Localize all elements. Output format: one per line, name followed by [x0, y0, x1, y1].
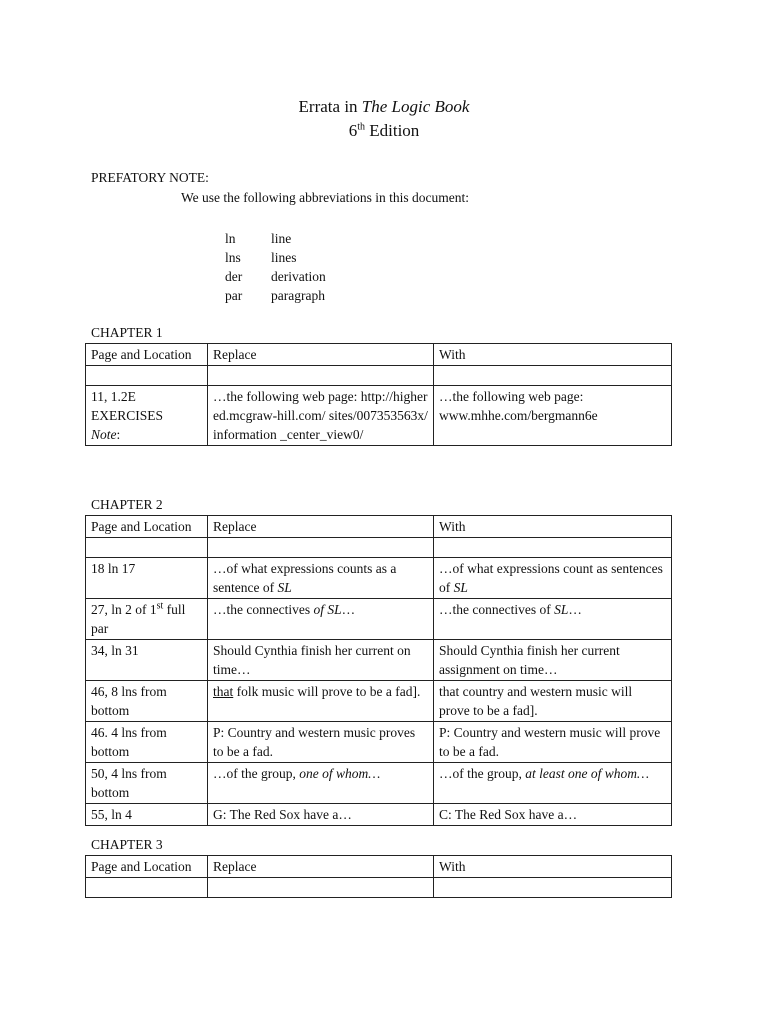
cell-with: Should Cynthia finish her current assignment on time… [434, 640, 672, 681]
cell-replace [208, 763, 434, 804]
cell-text: : [116, 427, 121, 442]
cell-italic: of SL [313, 602, 342, 617]
cell-page-location: 46. 4 lns from bottom [86, 722, 208, 763]
cell-with: that country and western music will prove to be a fad]. [434, 681, 672, 722]
header-with: With [434, 516, 672, 538]
cell-page-location: 18 ln 17 [86, 558, 208, 599]
table-row [86, 599, 672, 640]
chapter-1-table [85, 343, 672, 446]
document-title [0, 96, 768, 118]
cell-replace: Should Cynthia finish her current on time… [208, 640, 434, 681]
abbreviation-meaning: paragraph [271, 288, 325, 303]
cell-replace: …the following web page: http://highered.mcgraw-hill.com/ sites/007353563x/information _center_view0/ [208, 386, 434, 446]
cell-text: folk music will prove to be a fad]. [233, 684, 421, 699]
edition-word: Edition [364, 121, 420, 140]
prefatory-text: We use the following abbreviations in this document: [181, 190, 469, 205]
table-row [86, 804, 672, 826]
table-row [86, 538, 672, 558]
cell-replace: G: The Red Sox have a… [208, 804, 434, 826]
chapter-1-heading: CHAPTER 1 [91, 325, 163, 340]
cell-text: full par [91, 602, 186, 636]
chapter-2-heading: CHAPTER 2 [91, 497, 163, 512]
cell-replace [208, 558, 434, 599]
edition-number: 6 [348, 121, 358, 140]
abbreviation-row [225, 267, 326, 286]
cell-with [434, 763, 672, 804]
table-header-row [86, 344, 672, 366]
abbreviation-meaning: lines [271, 250, 297, 265]
table-row [86, 386, 672, 446]
cell-text: …the connectives of [439, 602, 555, 617]
cell-text: 27, ln 2 of 1 [91, 602, 157, 617]
cell-replace: P: Country and western music proves to be a fad. [208, 722, 434, 763]
cell-with: …the following web page: www.mhhe.com/bergmann6e [434, 386, 672, 446]
cell-with: C: The Red Sox have a… [434, 804, 672, 826]
cell-italic: at least one of whom… [525, 766, 649, 781]
cell-replace [208, 681, 434, 722]
prefatory-label: PREFATORY NOTE: [91, 170, 209, 185]
cell-italic: SL [277, 580, 292, 595]
abbreviation-row [225, 286, 325, 305]
table-row [86, 763, 672, 804]
table-row [86, 681, 672, 722]
chapter-3-table [85, 855, 672, 898]
cell-page-location: 46, 8 lns from bottom [86, 681, 208, 722]
cell-page-location: 55, ln 4 [86, 804, 208, 826]
cell-italic: Note [91, 427, 117, 442]
abbreviation: lns [225, 250, 241, 265]
table-row [86, 366, 672, 386]
cell-italic: one of whom… [299, 766, 381, 781]
abbreviation-row [225, 248, 297, 267]
abbreviation: par [225, 288, 243, 303]
header-replace: Replace [208, 344, 434, 366]
cell-italic: SL [554, 602, 569, 617]
header-replace: Replace [208, 516, 434, 538]
cell-page-location [86, 599, 208, 640]
table-row [86, 640, 672, 681]
header-page-location: Page and Location [86, 344, 208, 366]
cell-text: … [341, 602, 356, 617]
abbreviation-meaning: derivation [271, 269, 326, 284]
chapter-3-heading: CHAPTER 3 [91, 837, 163, 852]
cell-text: …of the group, [213, 766, 300, 781]
cell-text: 11, 1.2E EXERCISES [91, 389, 164, 423]
abbreviation: der [225, 269, 243, 284]
table-header-row [86, 516, 672, 538]
header-page-location: Page and Location [86, 856, 208, 878]
header-with: With [434, 856, 672, 878]
cell-text: …the connectives [213, 602, 314, 617]
cell-replace [208, 599, 434, 640]
book-title: The Logic Book [361, 97, 470, 116]
cell-sup: st [156, 600, 164, 612]
cell-page-location [86, 386, 208, 446]
edition-line [0, 120, 768, 142]
cell-text: …of what expressions counts as a sentence of [213, 561, 397, 595]
cell-page-location: 50, 4 lns from bottom [86, 763, 208, 804]
table-header-row [86, 856, 672, 878]
abbreviation-row [225, 229, 291, 248]
chapter-2-table [85, 515, 672, 826]
cell-text: …of what expressions count as sentences of [439, 561, 663, 595]
header-replace: Replace [208, 856, 434, 878]
table-row [86, 558, 672, 599]
cell-with: P: Country and western music will prove to be a fad. [434, 722, 672, 763]
table-row [86, 878, 672, 898]
cell-underline: that [213, 684, 234, 699]
cell-text: … [568, 602, 582, 617]
cell-with [434, 599, 672, 640]
cell-page-location: 34, ln 31 [86, 640, 208, 681]
header-with: With [434, 344, 672, 366]
header-page-location: Page and Location [86, 516, 208, 538]
cell-italic: SL [453, 580, 468, 595]
abbreviation-meaning: line [271, 231, 292, 246]
abbreviation: ln [225, 231, 236, 246]
edition-suffix: th [357, 121, 365, 133]
cell-text: …of the group, [439, 766, 526, 781]
table-row [86, 722, 672, 763]
title-prefix: Errata in [298, 97, 362, 116]
cell-with [434, 558, 672, 599]
